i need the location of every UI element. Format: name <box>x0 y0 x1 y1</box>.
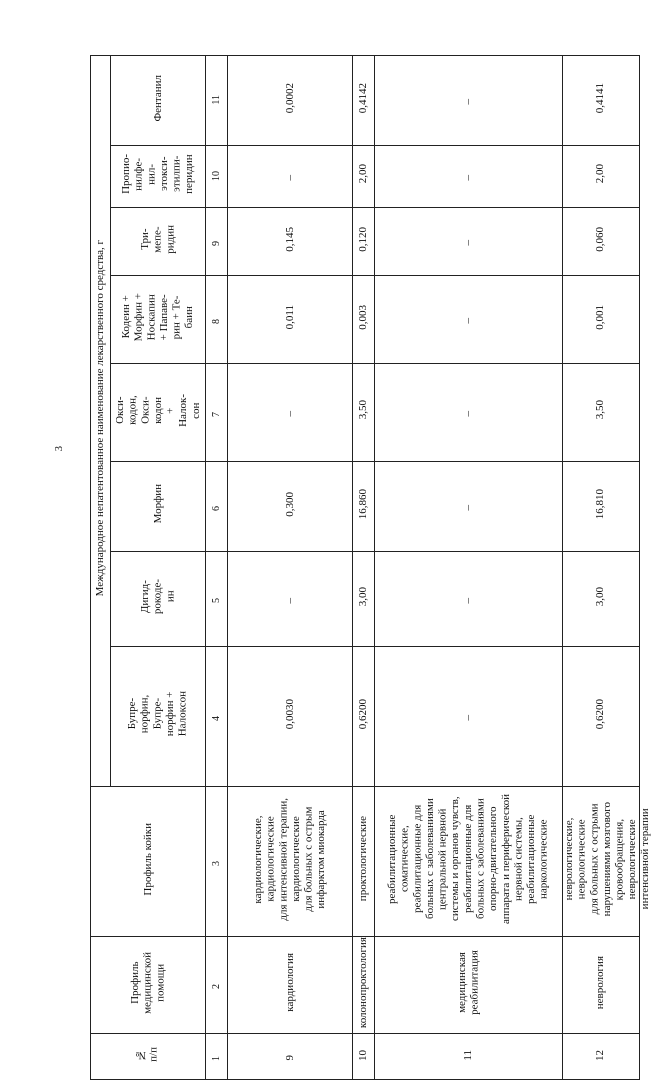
table-cell: – <box>375 146 562 208</box>
table-cell: 9 <box>228 1034 353 1080</box>
table-cell: проктологические <box>352 787 374 937</box>
table-cell: 11 <box>375 1034 562 1080</box>
table-cell: – <box>375 276 562 364</box>
table-cell: – <box>375 364 562 462</box>
column-number: 4 <box>205 647 227 787</box>
table-cell: 0,003 <box>352 276 374 364</box>
header-cell: Профиль койки <box>91 787 206 937</box>
page-number-text: 3 <box>54 445 65 451</box>
header-cell: № п/п <box>91 1034 206 1080</box>
table-cell: – <box>375 552 562 647</box>
table-cell: 0,300 <box>228 462 353 552</box>
column-number: 5 <box>205 552 227 647</box>
table-cell: 16,860 <box>352 462 374 552</box>
column-number: 10 <box>205 146 227 208</box>
table-cell: неврологические, неврологические для больных с острыми нарушениями мозгового кровообращения, неврологические интенсивной терапии <box>562 787 639 937</box>
table-cell: – <box>375 56 562 146</box>
header-cell: Окси- кодон, Окси- кодон + Налок- сон <box>110 364 205 462</box>
column-number: 8 <box>205 276 227 364</box>
column-number: 2 <box>205 937 227 1034</box>
table-cell: 3,00 <box>352 552 374 647</box>
column-number: 11 <box>205 56 227 146</box>
header-cell: Бупре- норфин, Бупре- норфин + Налоксон <box>110 647 205 787</box>
table-cell: 2,00 <box>562 146 639 208</box>
table-cell: 0,4142 <box>352 56 374 146</box>
column-number: 9 <box>205 208 227 276</box>
header-cell: Пропио- нилфе- нил- этокси- этилпи- перидин <box>110 146 205 208</box>
table-cell: – <box>228 364 353 462</box>
table-cell: 3,50 <box>562 364 639 462</box>
column-number: 7 <box>205 364 227 462</box>
table-cell: – <box>228 146 353 208</box>
table-cell: 0,6200 <box>562 647 639 787</box>
table-cell: медицинская реабилитация <box>375 937 562 1034</box>
table-cell: – <box>375 462 562 552</box>
table-cell: 10 <box>352 1034 374 1080</box>
table-cell: 16,810 <box>562 462 639 552</box>
group-header: Международное непатентованное наименование лекарственного средства, г <box>91 56 111 787</box>
header-cell: Кодеин + Морфин + Носкапин + Папаве- рин + Те- баин <box>110 276 205 364</box>
table-cell: 0,011 <box>228 276 353 364</box>
table-cell: 0,0030 <box>228 647 353 787</box>
header-cell: Морфин <box>110 462 205 552</box>
table-cell: 0,6200 <box>352 647 374 787</box>
table-cell: 0,120 <box>352 208 374 276</box>
table-cell: 0,0002 <box>228 56 353 146</box>
header-cell: Три- мепе- ридин <box>110 208 205 276</box>
table-cell: кардиология <box>228 937 353 1034</box>
header-cell: Дигид- рокоде- ин <box>110 552 205 647</box>
column-number: 3 <box>205 787 227 937</box>
column-number: 6 <box>205 462 227 552</box>
page-number <box>54 440 66 456</box>
table-cell: 0,145 <box>228 208 353 276</box>
table-cell: кардиологические, кардиологические для интенсивной терапии, кардиологические для больных с острым инфарктом миокарда <box>228 787 353 937</box>
table-cell: реабилитационные соматические, реабилитационные для больных с заболеваниями центральной нервной системы и органов чувств, реабилитационные для больных с заболеваниями опорно-двигательного аппарата и периферической нервной системы, реабилитационные наркологические <box>375 787 562 937</box>
table-cell: – <box>375 647 562 787</box>
drug-quota-table <box>90 55 651 1080</box>
table-cell: 3,00 <box>562 552 639 647</box>
table-cell: 0,060 <box>562 208 639 276</box>
table-cell: 3,50 <box>352 364 374 462</box>
table-cell: – <box>375 208 562 276</box>
table-cell: 2,00 <box>352 146 374 208</box>
table-cell: – <box>228 552 353 647</box>
table-cell: 12 <box>562 1034 639 1080</box>
header-cell: Фентанил <box>110 56 205 146</box>
column-number: 1 <box>205 1034 227 1080</box>
table-cell: 0,001 <box>562 276 639 364</box>
header-cell: Профиль медицинской помощи <box>91 937 206 1034</box>
table-cell: неврология <box>562 937 639 1034</box>
table-cell: колонопроктология <box>352 937 374 1034</box>
table-cell: 0,4141 <box>562 56 639 146</box>
